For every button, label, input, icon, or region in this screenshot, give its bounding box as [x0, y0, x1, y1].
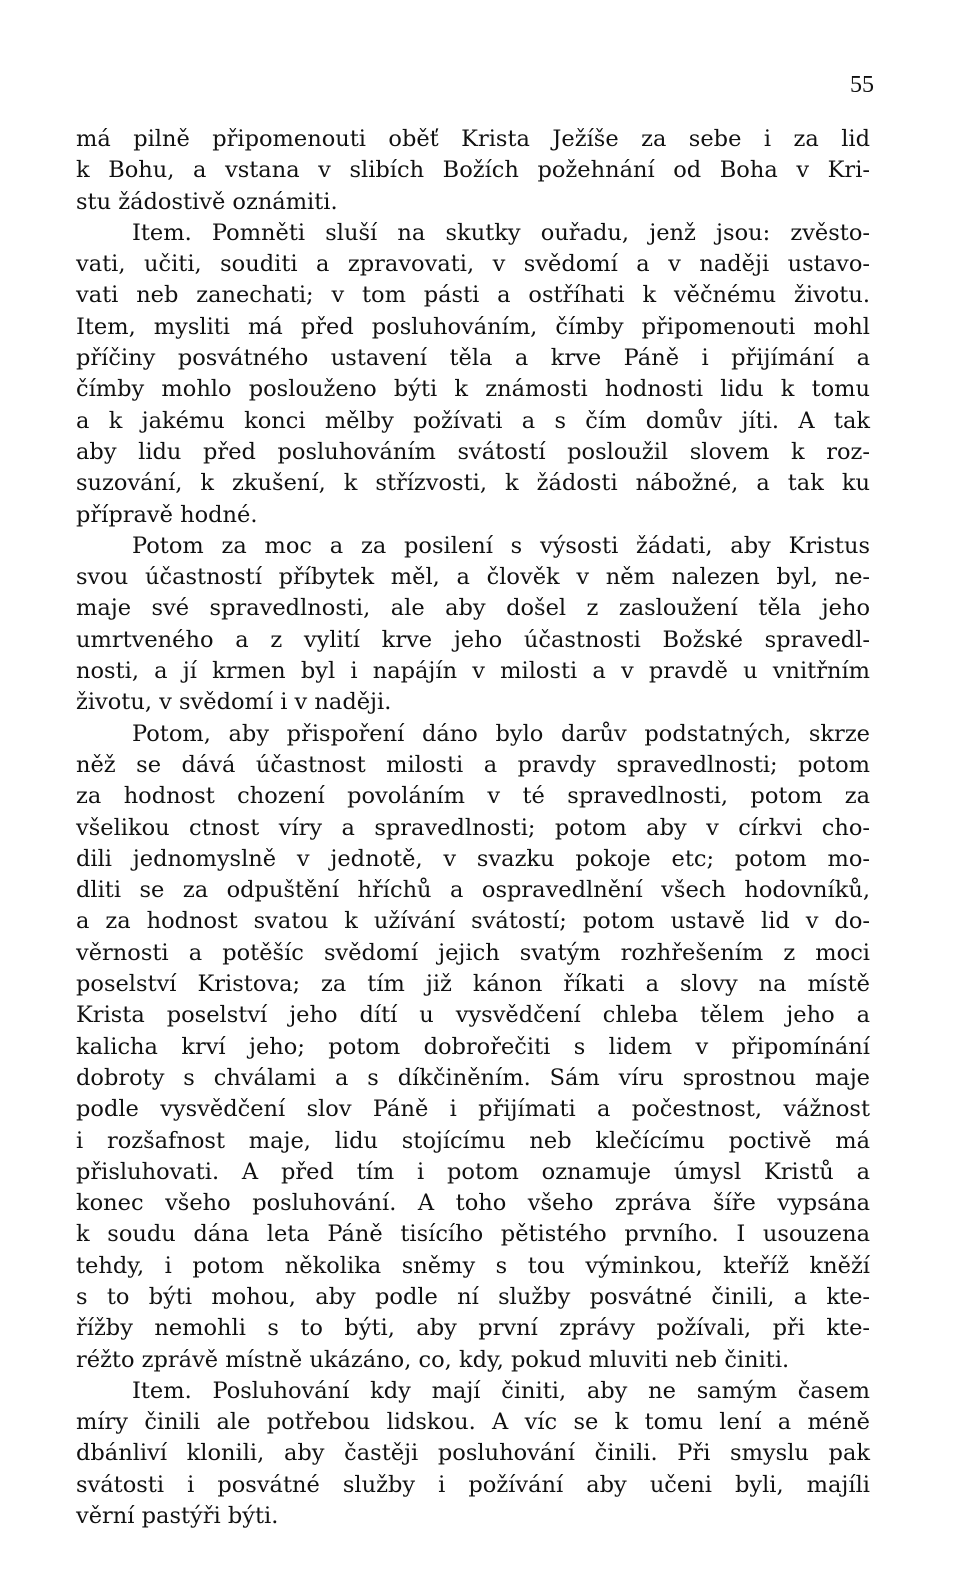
- text-line: Item. Pomněti sluší na skutky ouřadu, jenž jsou: zvěsto-: [132, 219, 870, 246]
- text-line: k soudu dána leta Páně tisícího pětistého prvního. I usouzena: [76, 1221, 870, 1248]
- text-line: věrnosti a potěšíc svědomí jejich svatým rozhřešením z moci: [76, 939, 870, 966]
- text-line: konec všeho posluhování. A toho všeho zpráva šíře vypsána: [76, 1190, 870, 1217]
- text-line: i rozšafnost maje, lidu stojícímu neb klečícímu poctivě má: [76, 1127, 870, 1154]
- text-line: a k jakému konci mělby požívati a s čím domův jíti. A tak: [76, 407, 870, 434]
- text-line: svou účastností příbytek měl, a člověk v něm nalezen byl, ne-: [76, 564, 870, 591]
- text-line: Item, mysliti má před posluhováním, čímby připomenouti mohl: [76, 313, 870, 340]
- text-line: dliti se za odpuštění hříchů a ospravedlnění všech hodovníků,: [76, 877, 870, 904]
- body-text: [76, 124, 870, 1532]
- text-line: poselství Kristova; za tím již kánon říkati a slovy na místě: [76, 971, 870, 998]
- text-line: vati, učiti, souditi a zpravovati, v svědomí a v naději ustavo-: [76, 251, 870, 278]
- text-line: stu žádostivě oznámiti.: [76, 188, 338, 215]
- text-line: Potom za moc a za posilení s výsosti žádati, aby Kristus: [132, 532, 870, 559]
- page-number: 55: [850, 72, 874, 98]
- text-line: Krista poselství jeho dítí u vysvědčení chleba tělem jeho a: [76, 1002, 870, 1029]
- text-line: suzování, k zkušení, k střízvosti, k žádosti nábožné, a tak ku: [76, 470, 870, 497]
- text-line: za hodnost chození povoláním v té spravedlnosti, potom za: [76, 783, 870, 810]
- text-line: Potom, aby přispoření dáno bylo darův podstatných, skrze: [132, 720, 870, 747]
- text-line: a za hodnost svatou k užívání svátostí; potom ustavě lid v do-: [76, 908, 870, 935]
- text-line: má pilně připomenouti oběť Krista Ježíše za sebe i za lid: [76, 126, 870, 152]
- text-line: přípravě hodné.: [76, 501, 258, 528]
- text-line: přisluhovati. A před tím i potom oznamuje úmysl Kristů a: [76, 1158, 870, 1185]
- text-line: životu, v svědomí i v naději.: [76, 689, 392, 716]
- text-line: dili jednomyslně v jednotě, v svazku pokoje etc; potom mo-: [76, 845, 870, 872]
- text-line: něž se dává účastnost milosti a pravdy spravedlnosti; potom: [76, 751, 870, 778]
- text-line: míry činili ale potřebou lidskou. A víc se k tomu lení a méně: [76, 1409, 870, 1436]
- text-line: s to býti mohou, aby podle ní služby posvátné činili, a kte-: [76, 1283, 870, 1310]
- text-line: tehdy, i potom několika sněmy s tou výminkou, kteříž kněží: [76, 1252, 870, 1279]
- text-line: podle vysvědčení slov Páně i přijímati a počestnost, vážnost: [76, 1096, 870, 1123]
- text-line: všelikou ctnost víry a spravedlnosti; potom aby v církvi cho-: [76, 814, 870, 841]
- text-line: čímby mohlo poslouženo býti k známosti hodnosti lidu k tomu: [76, 376, 870, 403]
- text-line: věrní pastýři býti.: [76, 1503, 279, 1530]
- text-line: dobroty s chválami a s díkčiněním. Sám víru sprostnou maje: [76, 1064, 870, 1091]
- text-line: Item. Posluhování kdy mají činiti, aby ne samým časem: [132, 1377, 870, 1404]
- text-line: umrtveného a z vylití krve jeho účastnosti Božské spravedl-: [76, 626, 870, 653]
- text-line: dbánliví klonili, aby častěji posluhování činili. Při smyslu pak: [76, 1440, 870, 1467]
- text-line: řížby nemohli s to býti, aby první zprávy požívali, při kte-: [76, 1315, 870, 1342]
- text-line: kalicha krví jeho; potom dobrořečiti s lidem v připomínání: [76, 1033, 870, 1060]
- text-line: aby lidu před posluhováním svátostí posloužil slovem k roz-: [76, 438, 870, 465]
- text-line: nosti, a jí krmen byl i napájín v milosti a v pravdě u vnitřním: [76, 658, 870, 685]
- text-line: maje své spravedlnosti, ale aby došel z zasloužení těla jeho: [76, 595, 870, 622]
- text-line: réžto zprávě místně ukázáno, co, kdy, pokud mluviti neb činiti.: [76, 1346, 790, 1373]
- text-line: svátosti i posvátné služby i požívání aby učeni byli, majíli: [76, 1471, 870, 1498]
- text-line: vati neb zanechati; v tom pásti a ostříhati k věčnému životu.: [76, 282, 870, 309]
- text-line: příčiny posvátného ustavení těla a krve Páně i přijímání a: [76, 345, 870, 372]
- text-line: k Bohu, a vstana v slibích Božích požehnání od Boha v Kri-: [76, 157, 870, 184]
